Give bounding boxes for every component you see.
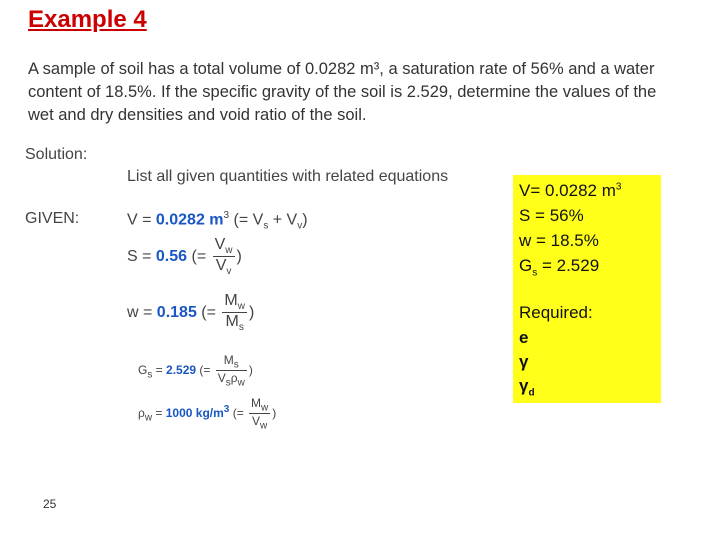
volume-value: 0.0282 [155, 211, 205, 229]
saturation-value: 0.56 [155, 247, 188, 265]
slide-title: Example 4 [28, 6, 147, 33]
specific-gravity-fraction: $\frac{M_s}{V_s\rho_w}$ [217, 353, 245, 389]
water-content-value: 0.185 [156, 303, 197, 321]
volume-equation: V = 0.0282 $m^3$ (= $V_s + V_v$) [127, 210, 308, 232]
solution-label: Solution: [25, 146, 88, 163]
page-number: 25 [43, 497, 57, 511]
summary-box [513, 175, 661, 403]
list-instruction: List all given quantities with related equations [127, 168, 449, 185]
required-label: Required: [519, 303, 593, 322]
required-wet-density: γ [519, 352, 529, 371]
specific-gravity-value: 2.529 [166, 363, 197, 378]
water-density-value: 1000 kg/m [165, 406, 224, 421]
water-density-fraction: $\frac{M_w}{V_w}$ [251, 396, 269, 432]
summary-saturation: S = 56% [519, 206, 584, 225]
problem-statement: A sample of soil has a total volume of 0.0282 m³, a saturation rate of 56% and a water content of 18.5%. If the specific gravity of the soil is 2.529, determine the values of the wet and dry densities and void ratio of the soil. [28, 60, 657, 124]
water-content-equation: w = 0.185 (= $\frac{M_w}{M_s}$ ) [127, 292, 255, 334]
saturation-equation: S = 0.56 (= $\frac{V_w}{V_v}$ ) [127, 236, 242, 278]
required-void-ratio: e [519, 328, 529, 347]
specific-gravity-equation: $G_s = 2.529$ (= $\frac{M_s}{V_s\rho_w}$ ) [138, 353, 253, 389]
summary-volume: V= 0.0282 $m^3$ [519, 181, 622, 200]
water-density-equation: $\rho_w = 1000$ $kg/m^3$ (= $\frac{M_w}{V_w}$ ) [138, 396, 277, 432]
summary-specific-gravity: $G_s = 2.529$ [519, 256, 600, 279]
given-label: GIVEN: [25, 210, 80, 227]
water-content-fraction: $\frac{M_w}{M_s}$ [224, 292, 245, 334]
saturation-fraction: $\frac{V_w}{V_v}$ [214, 236, 233, 278]
required-dry-density: $\gamma_d$ [519, 376, 535, 399]
summary-water-content: w = 18.5% [519, 231, 599, 250]
